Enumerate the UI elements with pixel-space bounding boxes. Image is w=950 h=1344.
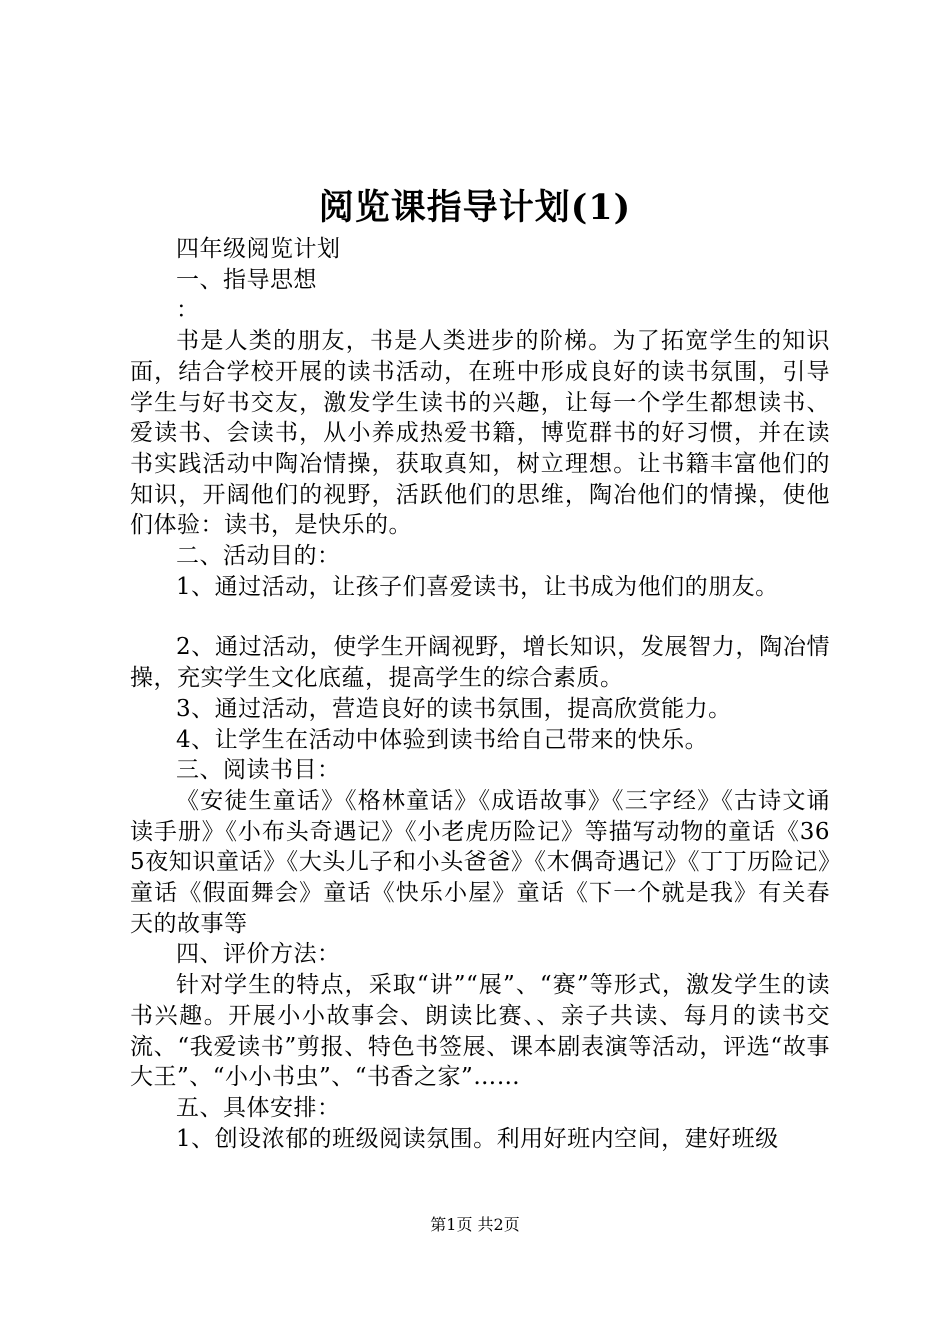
paragraph: 《安徒生童话》《格林童话》《成语故事》《三字经》《古诗文诵读手册》《小布头奇遇记》《小老虎历险记》等描写动物的童话《365夜知识童话》《大头儿子和小头爸爸》《木偶奇遇记》《丁丁历险记》童话《假面舞会》童话《快乐小屋》童话《下一个就是我》有关春天的故事等 [130, 787, 830, 937]
document-title: 阅览课指导计划(1) [318, 187, 632, 228]
paragraph: 二、活动目的： [176, 543, 341, 570]
paragraph: 四、评价方法： [176, 941, 341, 968]
paragraph: 1、创设浓郁的班级阅读氛围。利用好班内空间，建好班级 [176, 1125, 779, 1152]
paragraph: 3、通过活动，营造良好的读书氛围，提高欣赏能力。 [176, 695, 732, 722]
paragraph: 4、让学生在活动中体验到读书给自己带来的快乐。 [176, 726, 709, 753]
page-footer: 第1页 共2页 [430, 1215, 520, 1234]
paragraph: 一、指导思想 [176, 266, 317, 293]
paragraph: 1、通过活动，让孩子们喜爱读书，让书成为他们的朋友。 [176, 573, 779, 600]
paragraph: 2、通过活动，使学生开阔视野，增长知识，发展智力，陶冶情操，充实学生文化底蕴，提高学生的综合素质。 [130, 634, 830, 692]
paragraph: 五、具体安排： [176, 1094, 341, 1121]
paragraph: ： [176, 297, 200, 324]
document-body [130, 234, 830, 1154]
paragraph: 三、阅读书目： [176, 757, 341, 784]
paragraph: 四年级阅览计划 [176, 236, 341, 262]
paragraph: 针对学生的特点，采取“讲”“展”、“赛”等形式，激发学生的读书兴趣。开展小小故事会、朗读比赛、、亲子共读、每月的读书交流、“我爱读书”剪报、特色书签展、课本剧表演等活动，评选“故事大王”、“小小书虫”、“书香之家”…… [130, 972, 830, 1091]
paragraph: 书是人类的朋友，书是人类进步的阶梯。为了拓宽学生的知识面，结合学校开展的读书活动，在班中形成良好的读书氛围，引导学生与好书交友，激发学生读书的兴趣，让每一个学生都想读书、爱读书、会读书，从小养成热爱书籍，博览群书的好习惯，并在读书实践活动中陶冶情操，获取真知，树立理想。让书籍丰富他们的知识，开阔他们的视野，活跃他们的思维，陶冶他们的情操，使他们体验：读书，是快乐的。 [130, 328, 830, 539]
